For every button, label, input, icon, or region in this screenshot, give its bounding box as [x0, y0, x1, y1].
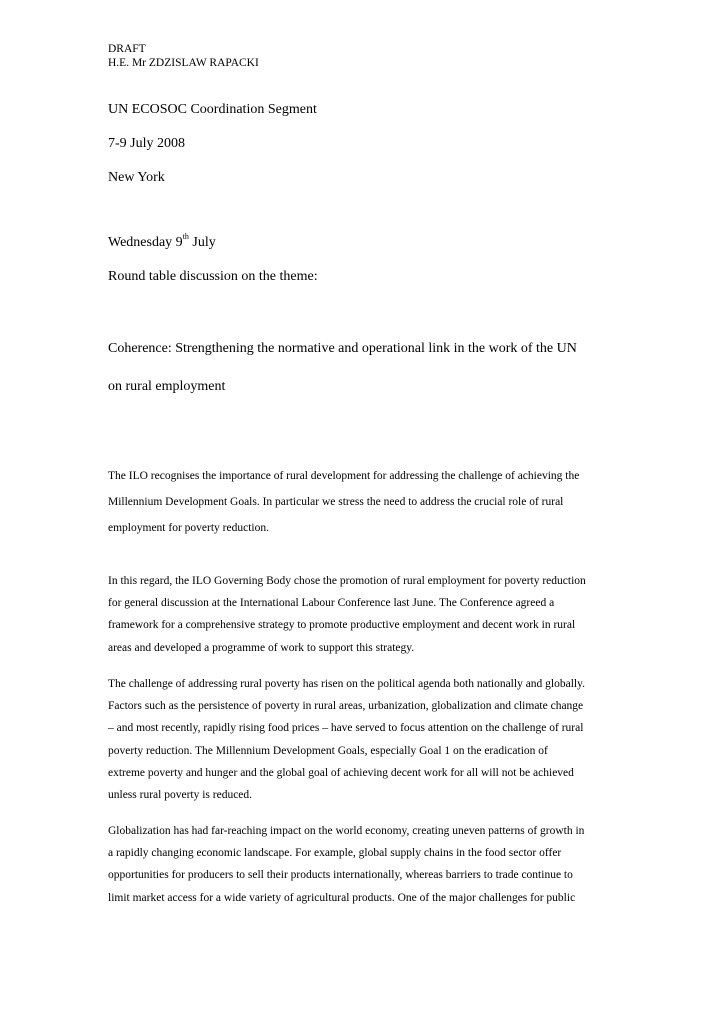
paragraph-2: [108, 570, 618, 659]
session-day: [108, 234, 216, 252]
session-day-month: July: [188, 235, 216, 250]
paragraph-line: for general discussion at the International Labour Conference last June. The Conference agreed a: [108, 597, 555, 610]
theme-line-1: Coherence: Strengthening the normative and operational link in the work of the UN: [108, 341, 577, 356]
event-title: UN ECOSOC Coordination Segment: [108, 102, 317, 117]
round-table-label: Round table discussion on the theme:: [108, 269, 318, 284]
paragraph-3: [108, 673, 618, 806]
paragraph-line: The challenge of addressing rural poverty has risen on the political agenda both nationally and globally.: [108, 678, 585, 690]
draft-label: DRAFT: [108, 43, 146, 55]
paragraph-line: In this regard, the ILO Governing Body chose the promotion of rural employment for poverty reduction: [108, 575, 586, 587]
event-location: New York: [108, 170, 165, 185]
paragraph-line: opportunities for producers to sell their products internationally, whereas barriers to trade continue to: [108, 869, 573, 882]
paragraph-1: [108, 465, 618, 540]
theme-line-2: on rural employment: [108, 379, 226, 394]
paragraph-line: a rapidly changing economic landscape. For example, global supply chains in the food sector offer: [108, 847, 562, 860]
paragraph-line: unless rural poverty is reduced.: [108, 789, 253, 802]
paragraph-line: Millennium Development Goals. In particular we stress the need to address the crucial role of rural: [108, 496, 564, 509]
event-dates: 7-9 July 2008: [108, 136, 185, 151]
paragraph-line: The ILO recognises the importance of rural development for addressing the challenge of achieving the: [108, 470, 580, 482]
paragraph-line: Factors such as the persistence of poverty in rural areas, urbanization, globalization and climate change: [108, 700, 584, 713]
paragraph-line: – and most recently, rapidly rising food prices – have served to focus attention on the challenge of rural: [108, 722, 584, 735]
paragraph-line: limit market access for a wide variety of agricultural products. One of the major challenges for public: [108, 891, 576, 904]
theme-title: [108, 330, 608, 406]
paragraph-line: employment for poverty reduction.: [108, 522, 269, 535]
paragraph-line: extreme poverty and hunger and the global goal of achieving decent work for all will not be achieved: [108, 766, 574, 779]
session-day-suffix: th: [182, 232, 189, 242]
paragraph-line: framework for a comprehensive strategy to promote productive employment and decent work in rural: [108, 619, 576, 632]
paragraph-line: areas and developed a programme of work to support this strategy.: [108, 641, 415, 654]
session-day-prefix: Wednesday 9: [108, 235, 183, 250]
paragraph-line: poverty reduction. The Millennium Development Goals, especially Goal 1 on the eradication of: [108, 744, 548, 757]
paragraph-4: [108, 820, 618, 909]
speaker-name: H.E. Mr ZDZISLAW RAPACKI: [108, 57, 259, 69]
document-header: [108, 42, 259, 70]
paragraph-line: Globalization has had far-reaching impact on the world economy, creating uneven patterns of growth in: [108, 825, 585, 837]
